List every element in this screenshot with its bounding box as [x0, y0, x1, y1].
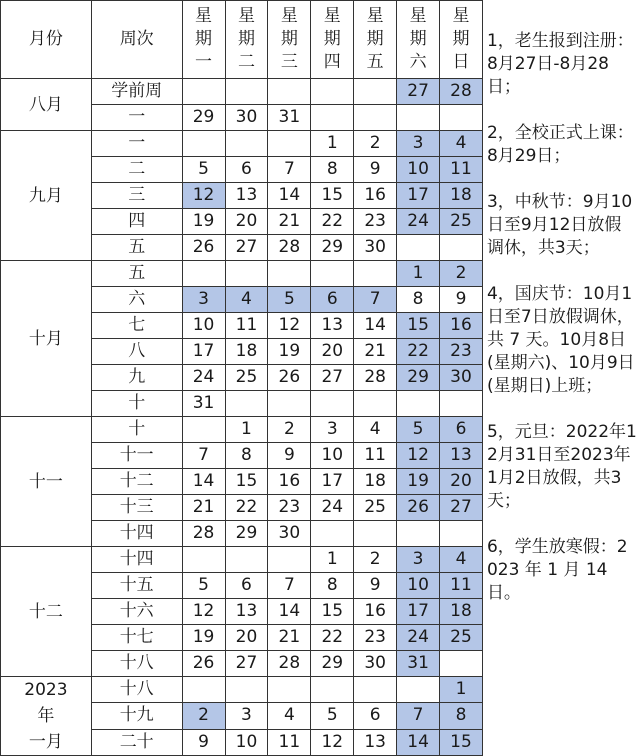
day-cell: 2 [354, 131, 397, 157]
day-cell: 5 [182, 573, 225, 599]
day-cell: 20 [440, 469, 483, 495]
day-cell: 7 [268, 157, 311, 183]
day-cell [268, 261, 311, 287]
day-cell: 12 [182, 599, 225, 625]
day-cell: 27 [311, 365, 354, 391]
day-cell: 17 [397, 183, 440, 209]
day-cell [440, 235, 483, 261]
day-cell [311, 105, 354, 131]
day-cell: 19 [397, 469, 440, 495]
day-cell: 22 [311, 625, 354, 651]
day-cell: 17 [311, 469, 354, 495]
day-cell: 22 [397, 339, 440, 365]
day-cell: 24 [311, 495, 354, 521]
day-cell [397, 391, 440, 417]
day-cell [397, 677, 440, 703]
calendar-body [1, 1, 640, 756]
day-cell: 5 [397, 417, 440, 443]
day-cell: 13 [225, 599, 268, 625]
header-saturday: 星 期 六 [397, 1, 440, 79]
day-cell: 15 [440, 729, 483, 755]
day-cell: 6 [354, 703, 397, 729]
day-cell: 27 [225, 651, 268, 677]
day-cell: 24 [182, 365, 225, 391]
week-number: 十七 [91, 625, 182, 651]
note-item: 6，学生放寒假：2023 年 1 月 14 日。 [487, 536, 638, 605]
day-cell: 4 [440, 131, 483, 157]
day-cell: 11 [225, 313, 268, 339]
day-cell: 28 [268, 235, 311, 261]
header-week: 周次 [91, 1, 182, 79]
day-cell: 25 [354, 495, 397, 521]
day-cell: 6 [225, 573, 268, 599]
day-cell: 7 [354, 287, 397, 313]
header-row [1, 1, 640, 79]
day-cell: 27 [225, 235, 268, 261]
day-cell: 1 [440, 677, 483, 703]
day-cell: 9 [354, 573, 397, 599]
day-cell: 14 [397, 729, 440, 755]
day-cell: 1 [397, 261, 440, 287]
day-cell: 16 [268, 469, 311, 495]
day-cell [440, 651, 483, 677]
day-cell: 3 [225, 703, 268, 729]
day-cell: 8 [311, 573, 354, 599]
day-cell: 18 [440, 183, 483, 209]
day-cell: 11 [440, 157, 483, 183]
day-cell: 12 [268, 313, 311, 339]
day-cell: 28 [182, 521, 225, 547]
day-cell [397, 521, 440, 547]
day-cell: 8 [311, 157, 354, 183]
day-cell: 9 [440, 287, 483, 313]
day-cell: 29 [311, 235, 354, 261]
day-cell: 2 [268, 417, 311, 443]
week-number: 十 [91, 391, 182, 417]
day-cell: 9 [354, 157, 397, 183]
week-number: 一 [91, 105, 182, 131]
day-cell: 30 [354, 235, 397, 261]
day-cell [225, 391, 268, 417]
day-cell: 29 [397, 365, 440, 391]
week-number: 十二 [91, 469, 182, 495]
day-cell: 22 [311, 209, 354, 235]
day-cell: 18 [225, 339, 268, 365]
day-cell: 30 [268, 521, 311, 547]
day-cell: 5 [311, 703, 354, 729]
day-cell: 15 [311, 599, 354, 625]
day-cell: 24 [397, 625, 440, 651]
day-cell [225, 79, 268, 105]
day-cell: 30 [225, 105, 268, 131]
day-cell: 17 [182, 339, 225, 365]
day-cell: 10 [311, 443, 354, 469]
day-cell: 30 [440, 365, 483, 391]
day-cell [268, 131, 311, 157]
day-cell [397, 105, 440, 131]
week-number: 十三 [91, 495, 182, 521]
day-cell: 22 [225, 495, 268, 521]
week-number: 十四 [91, 547, 182, 573]
day-cell [311, 79, 354, 105]
day-cell: 15 [225, 469, 268, 495]
day-cell [225, 547, 268, 573]
day-cell [354, 105, 397, 131]
week-number: 二 [91, 157, 182, 183]
week-number: 十九 [91, 703, 182, 729]
day-cell [354, 521, 397, 547]
day-cell: 5 [182, 157, 225, 183]
day-cell: 27 [397, 79, 440, 105]
day-cell: 13 [225, 183, 268, 209]
day-cell [440, 105, 483, 131]
day-cell [225, 131, 268, 157]
day-cell [311, 521, 354, 547]
week-number: 四 [91, 209, 182, 235]
week-number: 十四 [91, 521, 182, 547]
day-cell: 29 [311, 651, 354, 677]
day-cell [311, 261, 354, 287]
day-cell: 6 [225, 157, 268, 183]
day-cell: 21 [268, 209, 311, 235]
week-number: 八 [91, 339, 182, 365]
day-cell: 21 [182, 495, 225, 521]
day-cell: 14 [354, 313, 397, 339]
notes-panel [482, 1, 640, 756]
day-cell: 14 [268, 183, 311, 209]
day-cell [225, 677, 268, 703]
day-cell: 13 [311, 313, 354, 339]
day-cell [354, 261, 397, 287]
week-number: 十八 [91, 651, 182, 677]
month-label: 十一 [1, 417, 92, 547]
day-cell: 29 [225, 521, 268, 547]
day-cell: 30 [354, 651, 397, 677]
day-cell: 28 [440, 79, 483, 105]
day-cell: 6 [311, 287, 354, 313]
week-number: 三 [91, 183, 182, 209]
day-cell: 19 [268, 339, 311, 365]
day-cell: 31 [397, 651, 440, 677]
month-label: 2023 年 一月 [1, 677, 92, 756]
day-cell: 25 [225, 365, 268, 391]
day-cell: 12 [311, 729, 354, 755]
day-cell: 4 [268, 703, 311, 729]
header-wednesday: 星 期 三 [268, 1, 311, 79]
day-cell [268, 677, 311, 703]
day-cell: 19 [182, 625, 225, 651]
day-cell: 3 [182, 287, 225, 313]
day-cell [268, 547, 311, 573]
week-number: 五 [91, 235, 182, 261]
note-item: 4，国庆节：10月1日至7日放假调休，共 7 天。10月8日(星期六)、10月9日(星期日)上班； [487, 283, 638, 398]
header-thursday: 星 期 四 [311, 1, 354, 79]
week-number: 十 [91, 417, 182, 443]
day-cell: 3 [397, 131, 440, 157]
day-cell: 21 [268, 625, 311, 651]
day-cell: 3 [311, 417, 354, 443]
day-cell [354, 79, 397, 105]
note-item: 5，元旦：2022年12月31日至2023年1月2日放假，共3天； [487, 421, 638, 513]
day-cell [397, 235, 440, 261]
week-number: 一 [91, 131, 182, 157]
day-cell: 28 [268, 651, 311, 677]
day-cell: 9 [182, 729, 225, 755]
day-cell: 4 [440, 547, 483, 573]
day-cell: 10 [225, 729, 268, 755]
day-cell: 14 [182, 469, 225, 495]
day-cell: 20 [225, 625, 268, 651]
header-month: 月份 [1, 1, 92, 79]
week-number: 五 [91, 261, 182, 287]
day-cell [225, 261, 268, 287]
day-cell: 23 [440, 339, 483, 365]
day-cell: 10 [182, 313, 225, 339]
week-number: 十六 [91, 599, 182, 625]
day-cell: 16 [354, 183, 397, 209]
day-cell: 25 [440, 625, 483, 651]
day-cell: 8 [225, 443, 268, 469]
day-cell [268, 79, 311, 105]
day-cell [182, 131, 225, 157]
day-cell [311, 677, 354, 703]
header-friday: 星 期 五 [354, 1, 397, 79]
day-cell [268, 391, 311, 417]
day-cell: 26 [182, 235, 225, 261]
day-cell [311, 391, 354, 417]
day-cell [354, 391, 397, 417]
day-cell: 20 [225, 209, 268, 235]
day-cell: 26 [268, 365, 311, 391]
day-cell: 11 [440, 573, 483, 599]
day-cell: 1 [311, 547, 354, 573]
day-cell: 10 [397, 157, 440, 183]
day-cell [440, 521, 483, 547]
day-cell: 12 [182, 183, 225, 209]
week-number: 学前周 [91, 79, 182, 105]
day-cell: 11 [268, 729, 311, 755]
week-number: 六 [91, 287, 182, 313]
day-cell: 23 [268, 495, 311, 521]
day-cell: 29 [182, 105, 225, 131]
day-cell: 8 [397, 287, 440, 313]
day-cell: 21 [354, 339, 397, 365]
week-number: 二十 [91, 729, 182, 755]
day-cell [440, 391, 483, 417]
day-cell: 13 [354, 729, 397, 755]
day-cell: 24 [397, 209, 440, 235]
day-cell: 17 [397, 599, 440, 625]
day-cell: 31 [268, 105, 311, 131]
day-cell: 25 [440, 209, 483, 235]
week-number: 十八 [91, 677, 182, 703]
day-cell: 11 [354, 443, 397, 469]
month-label: 九月 [1, 131, 92, 261]
day-cell: 16 [354, 599, 397, 625]
day-cell: 8 [440, 703, 483, 729]
month-label: 十二 [1, 547, 92, 677]
day-cell: 1 [225, 417, 268, 443]
day-cell: 6 [440, 417, 483, 443]
day-cell: 16 [440, 313, 483, 339]
day-cell [182, 79, 225, 105]
day-cell: 13 [440, 443, 483, 469]
day-cell: 23 [354, 625, 397, 651]
day-cell: 15 [311, 183, 354, 209]
day-cell [182, 677, 225, 703]
day-cell: 2 [182, 703, 225, 729]
week-number: 十五 [91, 573, 182, 599]
day-cell: 3 [397, 547, 440, 573]
month-label: 八月 [1, 79, 92, 131]
day-cell: 12 [397, 443, 440, 469]
day-cell: 26 [182, 651, 225, 677]
day-cell: 7 [268, 573, 311, 599]
day-cell [182, 261, 225, 287]
day-cell: 18 [354, 469, 397, 495]
day-cell: 28 [354, 365, 397, 391]
header-monday: 星 期 一 [182, 1, 225, 79]
day-cell: 20 [311, 339, 354, 365]
week-number: 七 [91, 313, 182, 339]
day-cell: 19 [182, 209, 225, 235]
day-cell: 10 [397, 573, 440, 599]
day-cell: 15 [397, 313, 440, 339]
day-cell: 31 [182, 391, 225, 417]
month-label: 十月 [1, 261, 92, 417]
note-item: 1，老生报到注册：8月27日-8月28日； [487, 30, 638, 99]
day-cell: 4 [225, 287, 268, 313]
header-tuesday: 星 期 二 [225, 1, 268, 79]
day-cell [182, 547, 225, 573]
day-cell: 26 [397, 495, 440, 521]
day-cell: 18 [440, 599, 483, 625]
day-cell [182, 417, 225, 443]
week-number: 十一 [91, 443, 182, 469]
note-item: 3，中秋节：9月10日至9月12日放假调休，共3天； [487, 191, 638, 260]
day-cell: 7 [397, 703, 440, 729]
note-item: 2，全校正式上课：8月29日； [487, 122, 638, 168]
day-cell: 5 [268, 287, 311, 313]
day-cell: 7 [182, 443, 225, 469]
day-cell: 9 [268, 443, 311, 469]
day-cell: 23 [354, 209, 397, 235]
week-number: 九 [91, 365, 182, 391]
day-cell: 4 [354, 417, 397, 443]
day-cell [354, 677, 397, 703]
header-sunday: 星 期 日 [440, 1, 483, 79]
day-cell: 1 [311, 131, 354, 157]
day-cell: 2 [354, 547, 397, 573]
day-cell: 2 [440, 261, 483, 287]
day-cell: 14 [268, 599, 311, 625]
day-cell: 27 [440, 495, 483, 521]
